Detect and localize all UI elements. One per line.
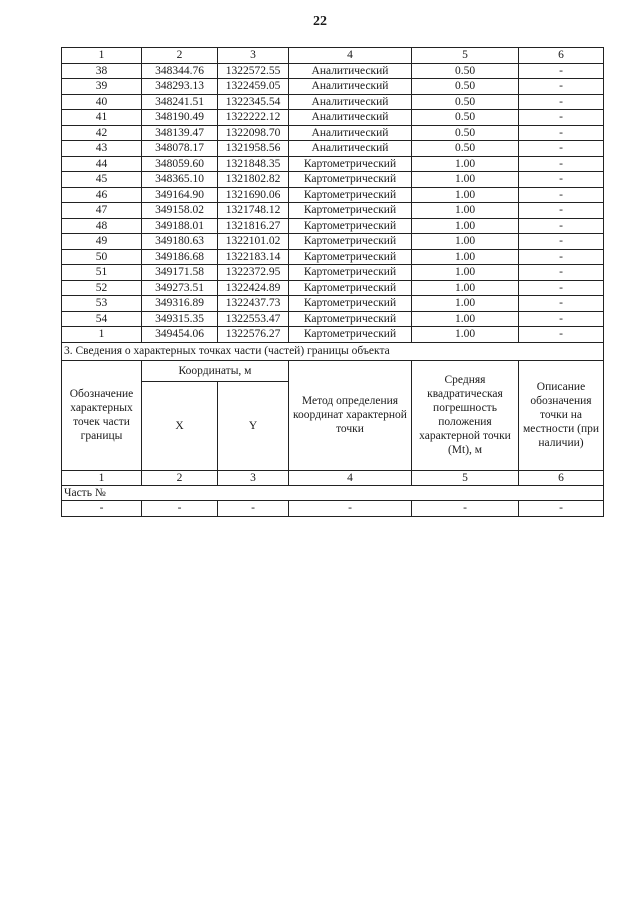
method-cell: Картометрический [289,280,412,296]
coord-y-cell: 1322459.05 [218,79,289,95]
coord-x-cell: 349188.01 [142,218,218,234]
header-y: Y [218,381,289,470]
table-row [62,187,604,203]
points-table-body [62,48,604,343]
method-cell: Аналитический [289,63,412,79]
coord-x-cell: 348059.60 [142,156,218,172]
table-row [62,203,604,219]
header-accuracy: Средняя квадратическая погрешность положения характерной точки (Mt), м [412,360,519,470]
coord-y-cell: 1322345.54 [218,94,289,110]
description-cell: - [519,141,604,157]
coord-x-cell: 348078.17 [142,141,218,157]
method-cell: Картометрический [289,218,412,234]
coord-y-cell: 1322572.55 [218,63,289,79]
empty-cell: - [289,501,412,517]
empty-cell: - [218,501,289,517]
description-cell: - [519,94,604,110]
coord-y-cell: 1322222.12 [218,110,289,126]
coord-x-cell: 349186.68 [142,249,218,265]
header-method: Метод определения координат характерной точки [289,360,412,470]
coord-y-cell: 1321848.35 [218,156,289,172]
coord-y-cell: 1321816.27 [218,218,289,234]
method-cell: Картометрический [289,234,412,250]
accuracy-cell: 1.00 [412,249,519,265]
column-number: 5 [412,48,519,64]
accuracy-cell: 0.50 [412,79,519,95]
description-cell: - [519,296,604,312]
method-cell: Аналитический [289,79,412,95]
coord-x-cell: 349180.63 [142,234,218,250]
accuracy-cell: 1.00 [412,327,519,343]
accuracy-cell: 1.00 [412,234,519,250]
description-cell: - [519,327,604,343]
coord-x-cell: 348344.76 [142,63,218,79]
description-cell: - [519,265,604,281]
description-cell: - [519,203,604,219]
point-number-cell: 38 [62,63,142,79]
coord-x-cell: 348293.13 [142,79,218,95]
coord-y-cell: 1321958.56 [218,141,289,157]
accuracy-cell: 0.50 [412,94,519,110]
empty-row [62,501,604,517]
coord-x-cell: 348241.51 [142,94,218,110]
point-number-cell: 39 [62,79,142,95]
coord-x-cell: 348139.47 [142,125,218,141]
column-number: 4 [289,48,412,64]
coord-y-cell: 1322424.89 [218,280,289,296]
coord-x-cell: 349316.89 [142,296,218,312]
point-number-cell: 54 [62,311,142,327]
coord-y-cell: 1322576.27 [218,327,289,343]
description-cell: - [519,110,604,126]
accuracy-cell: 0.50 [412,141,519,157]
column-number: 1 [62,470,142,485]
section3-column-number-row [62,470,604,485]
coord-x-cell: 349315.35 [142,311,218,327]
accuracy-cell: 0.50 [412,125,519,141]
point-number-cell: 45 [62,172,142,188]
table-row [62,218,604,234]
method-cell: Картометрический [289,156,412,172]
description-cell: - [519,172,604,188]
coord-y-cell: 1322101.02 [218,234,289,250]
point-number-cell: 43 [62,141,142,157]
description-cell: - [519,63,604,79]
accuracy-cell: 1.00 [412,156,519,172]
column-number: 5 [412,470,519,485]
accuracy-cell: 1.00 [412,265,519,281]
header-x: X [142,381,218,470]
coord-y-cell: 1321690.06 [218,187,289,203]
method-cell: Картометрический [289,249,412,265]
column-number-row [62,48,604,64]
point-number-cell: 50 [62,249,142,265]
coord-x-cell: 349171.58 [142,265,218,281]
description-cell: - [519,218,604,234]
coord-x-cell: 349158.02 [142,203,218,219]
point-number-cell: 1 [62,327,142,343]
point-number-cell: 41 [62,110,142,126]
accuracy-cell: 1.00 [412,172,519,188]
column-number: 3 [218,470,289,485]
column-number: 4 [289,470,412,485]
method-cell: Картометрический [289,172,412,188]
accuracy-cell: 1.00 [412,296,519,312]
point-number-cell: 48 [62,218,142,234]
method-cell: Картометрический [289,327,412,343]
point-number-cell: 49 [62,234,142,250]
header-description: Описание обозначения точки на местности (при наличии) [519,360,604,470]
method-cell: Аналитический [289,141,412,157]
accuracy-cell: 1.00 [412,203,519,219]
table-row [62,234,604,250]
accuracy-cell: 1.00 [412,187,519,203]
point-number-cell: 40 [62,94,142,110]
description-cell: - [519,125,604,141]
table-row [62,249,604,265]
point-number-cell: 52 [62,280,142,296]
table-row [62,125,604,141]
part-label: Часть № [62,485,604,501]
accuracy-cell: 1.00 [412,280,519,296]
coord-y-cell: 1322183.14 [218,249,289,265]
section3-title: 3. Сведения о характерных точках части (частей) границы объекта [62,342,604,360]
coordinates-table [61,47,604,517]
column-number: 6 [519,470,604,485]
point-number-cell: 46 [62,187,142,203]
description-cell: - [519,249,604,265]
empty-cell: - [142,501,218,517]
coord-x-cell: 349164.90 [142,187,218,203]
coord-y-cell: 1322372.95 [218,265,289,281]
column-number: 6 [519,48,604,64]
method-cell: Картометрический [289,311,412,327]
coord-x-cell: 349273.51 [142,280,218,296]
coord-x-cell: 348365.10 [142,172,218,188]
empty-cell: - [519,501,604,517]
method-cell: Картометрический [289,265,412,281]
column-number: 3 [218,48,289,64]
method-cell: Картометрический [289,187,412,203]
accuracy-cell: 1.00 [412,311,519,327]
table-row [62,63,604,79]
section3-body [62,342,604,516]
accuracy-cell: 0.50 [412,110,519,126]
empty-cell: - [412,501,519,517]
description-cell: - [519,280,604,296]
table-row [62,327,604,343]
header-coordinates: Координаты, м [142,360,289,381]
table-row [62,156,604,172]
table-row [62,79,604,95]
point-number-cell: 44 [62,156,142,172]
description-cell: - [519,311,604,327]
accuracy-cell: 0.50 [412,63,519,79]
coord-x-cell: 348190.49 [142,110,218,126]
table-row [62,172,604,188]
column-number: 2 [142,470,218,485]
column-number: 2 [142,48,218,64]
description-cell: - [519,79,604,95]
description-cell: - [519,156,604,172]
point-number-cell: 42 [62,125,142,141]
coord-x-cell: 349454.06 [142,327,218,343]
table-row [62,141,604,157]
coord-y-cell: 1321748.12 [218,203,289,219]
point-number-cell: 53 [62,296,142,312]
empty-cell: - [62,501,142,517]
table-row [62,94,604,110]
table-row [62,265,604,281]
method-cell: Аналитический [289,125,412,141]
table-row [62,296,604,312]
description-cell: - [519,187,604,203]
coord-y-cell: 1322553.47 [218,311,289,327]
coord-y-cell: 1322098.70 [218,125,289,141]
header-designation: Обозначение характерных точек части границы [62,360,142,470]
table-row [62,280,604,296]
column-number: 1 [62,48,142,64]
method-cell: Картометрический [289,296,412,312]
page-number: 22 [313,14,327,29]
method-cell: Аналитический [289,110,412,126]
method-cell: Картометрический [289,203,412,219]
accuracy-cell: 1.00 [412,218,519,234]
coord-y-cell: 1322437.73 [218,296,289,312]
point-number-cell: 51 [62,265,142,281]
method-cell: Аналитический [289,94,412,110]
coord-y-cell: 1321802.82 [218,172,289,188]
table-row [62,311,604,327]
point-number-cell: 47 [62,203,142,219]
description-cell: - [519,234,604,250]
table-row [62,110,604,126]
